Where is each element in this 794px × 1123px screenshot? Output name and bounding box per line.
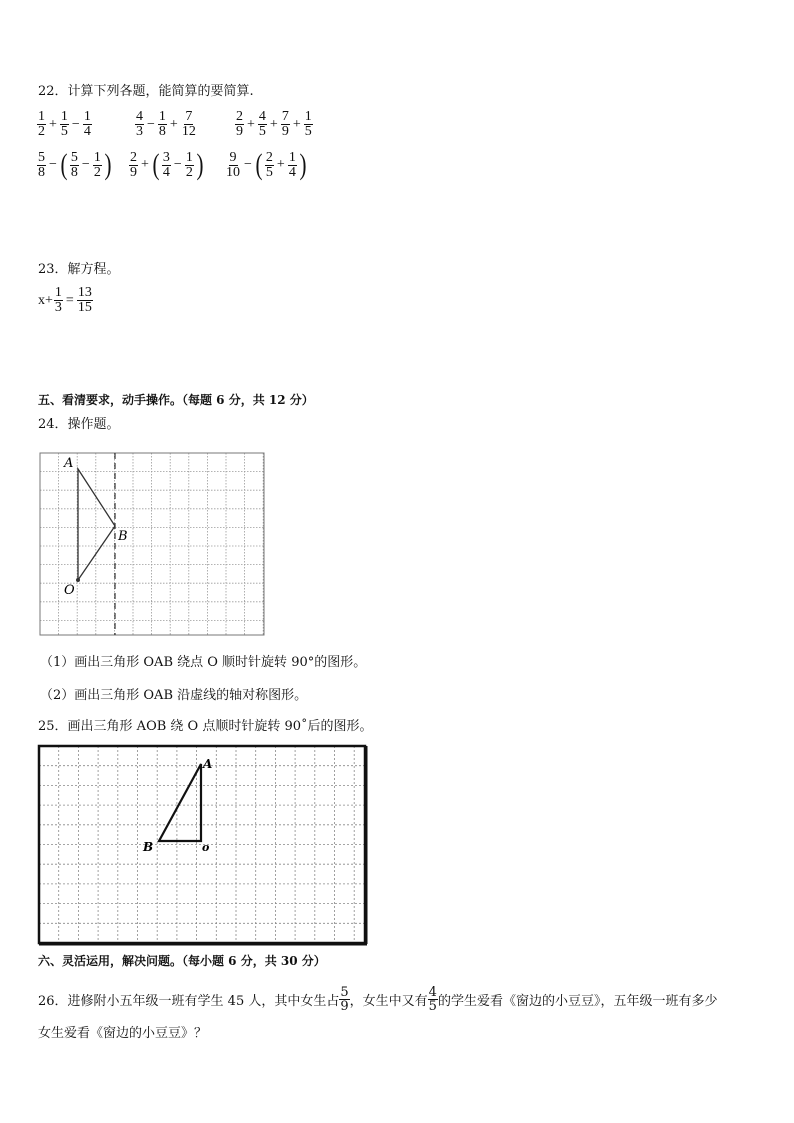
denominator: 8 xyxy=(158,124,166,139)
parenthesis: ( xyxy=(60,148,68,181)
parenthesis: ) xyxy=(299,148,307,181)
q23-fraction-1 xyxy=(54,286,63,315)
fraction xyxy=(60,110,69,139)
q25-label-o: o xyxy=(202,841,210,854)
q25-label-a: A xyxy=(203,757,213,771)
fraction xyxy=(37,110,46,139)
numerator: 3 xyxy=(162,149,170,165)
q26-text-2: ，女生中又有 xyxy=(349,993,428,1009)
q24-grid-figure xyxy=(38,451,266,637)
denominator: 2 xyxy=(93,164,101,180)
numerator: 4 xyxy=(258,109,266,124)
q22-expression xyxy=(134,110,198,139)
denominator: 5 xyxy=(428,999,437,1014)
fraction xyxy=(258,110,267,139)
numerator: 4 xyxy=(428,985,437,1000)
q26-text-3: 的学生爱看《窗边的小豆豆》，五年级一班有多少 xyxy=(437,993,718,1009)
numerator: 1 xyxy=(54,285,62,300)
numerator: 1 xyxy=(38,109,45,124)
denominator: 9 xyxy=(281,124,289,139)
numerator: 1 xyxy=(158,109,166,124)
parenthesis: ) xyxy=(196,148,204,181)
q23-fraction-2 xyxy=(77,286,93,315)
fraction xyxy=(70,151,79,180)
operator: + xyxy=(276,157,285,172)
denominator: 4 xyxy=(288,164,296,180)
denominator: 3 xyxy=(136,124,143,139)
operator: + xyxy=(141,157,149,172)
section5-heading: 五、看清要求，动手操作。（每题 6 分，共 12 分） xyxy=(38,393,314,407)
numerator: 4 xyxy=(136,109,143,124)
q24-sub2: （2）画出三角形 OAB 沿虚线的轴对称图形。 xyxy=(40,688,308,703)
numerator: 13 xyxy=(77,285,92,300)
fraction xyxy=(93,151,102,180)
denominator: 9 xyxy=(130,164,137,180)
numerator: 2 xyxy=(130,149,137,165)
parenthesized-group xyxy=(254,150,308,180)
fraction xyxy=(135,110,144,139)
q23-title: 23．解方程。 xyxy=(38,262,120,277)
q24-label-o: O xyxy=(64,583,75,598)
operator: − xyxy=(244,157,252,172)
operator: − xyxy=(173,157,182,172)
q22-row2 xyxy=(36,150,396,190)
denominator: 4 xyxy=(162,164,170,180)
q25-title: 25．画出三角形 AOB 绕 O 点顺时针旋转 90˚后的图形。 xyxy=(38,719,373,734)
fraction xyxy=(288,151,297,180)
q26-line1 xyxy=(38,985,718,1015)
q23-x: x+ xyxy=(38,292,53,308)
numerator: 1 xyxy=(93,149,101,165)
parenthesized-group xyxy=(59,150,113,180)
fraction xyxy=(265,151,274,180)
q22-expression xyxy=(234,110,314,139)
q22-expression xyxy=(128,150,205,180)
operator: + xyxy=(247,116,255,132)
fraction xyxy=(129,151,138,180)
q22-expression xyxy=(36,110,93,139)
parenthesis: ( xyxy=(255,148,263,181)
q25-grid-figure xyxy=(36,743,370,947)
denominator: 2 xyxy=(185,164,193,180)
numerator: 1 xyxy=(60,109,68,124)
numerator: 1 xyxy=(288,149,296,165)
q22-title: 22．计算下列各题，能简算的要简算. xyxy=(38,84,254,99)
fraction xyxy=(185,151,194,180)
denominator: 9 xyxy=(340,999,349,1014)
denominator: 10 xyxy=(226,164,240,180)
operator: − xyxy=(71,116,80,132)
fraction xyxy=(162,151,171,180)
denominator: 3 xyxy=(54,300,62,315)
denominator: 5 xyxy=(265,164,273,180)
denominator: 5 xyxy=(60,124,68,139)
q26-fraction-2 xyxy=(428,986,438,1013)
denominator: 8 xyxy=(70,164,78,180)
q25-triangle-aob xyxy=(159,764,201,841)
denominator: 4 xyxy=(83,124,91,139)
q24-label-a: A xyxy=(64,456,74,471)
q24-triangle-oab xyxy=(78,469,115,580)
denominator: 9 xyxy=(236,124,243,139)
numerator: 7 xyxy=(281,109,289,124)
parenthesis: ( xyxy=(152,148,160,181)
numerator: 5 xyxy=(70,149,78,165)
q25-label-b: B xyxy=(143,840,154,854)
fraction xyxy=(235,110,244,139)
operator: − xyxy=(81,157,90,172)
denominator: 8 xyxy=(38,164,45,180)
numerator: 5 xyxy=(38,149,45,165)
parenthesized-group xyxy=(151,150,205,180)
numerator: 2 xyxy=(236,109,243,124)
numerator: 1 xyxy=(185,149,193,165)
q22-expression xyxy=(36,150,113,180)
fraction xyxy=(304,110,313,139)
q24-point-o xyxy=(76,578,80,582)
numerator: 2 xyxy=(265,149,273,165)
q22-row1 xyxy=(36,110,396,146)
section6-heading: 六、灵活运用，解决问题。（每小题 6 分，共 30 分） xyxy=(38,954,326,968)
q24-label-b: B xyxy=(118,529,128,544)
q24-sub1: （1）画出三角形 OAB 绕点 O 顺时针旋转 90°的图形。 xyxy=(40,655,367,670)
numerator: 1 xyxy=(304,109,312,124)
q26-text-1: 26．进修附小五年级一班有学生 45 人，其中女生占 xyxy=(38,993,340,1009)
fraction xyxy=(181,110,197,139)
fraction xyxy=(225,151,241,180)
numerator: 5 xyxy=(340,985,349,1000)
denominator: 5 xyxy=(258,124,266,139)
numerator: 9 xyxy=(229,149,237,165)
denominator: 5 xyxy=(304,124,312,139)
denominator: 15 xyxy=(77,300,92,315)
operator: − xyxy=(147,116,155,132)
q26-line2: 女生爱看《窗边的小豆豆》？ xyxy=(38,1026,208,1041)
parenthesis: ) xyxy=(104,148,112,181)
q26-fraction-1 xyxy=(339,986,349,1013)
operator: + xyxy=(269,116,278,132)
operator: − xyxy=(49,157,57,172)
fraction xyxy=(158,110,167,139)
q23-equals: = xyxy=(65,292,74,308)
numerator: 7 xyxy=(185,109,193,124)
operator: + xyxy=(49,116,57,132)
fraction xyxy=(83,110,92,139)
q24-title: 24．操作题。 xyxy=(38,417,120,432)
fraction xyxy=(37,151,46,180)
denominator: 2 xyxy=(38,124,45,139)
operator: + xyxy=(169,116,178,132)
operator: + xyxy=(292,116,301,132)
fraction xyxy=(281,110,290,139)
q22-expression xyxy=(224,150,308,180)
q23-equation xyxy=(38,286,94,315)
numerator: 1 xyxy=(83,109,91,124)
denominator: 12 xyxy=(181,124,196,139)
